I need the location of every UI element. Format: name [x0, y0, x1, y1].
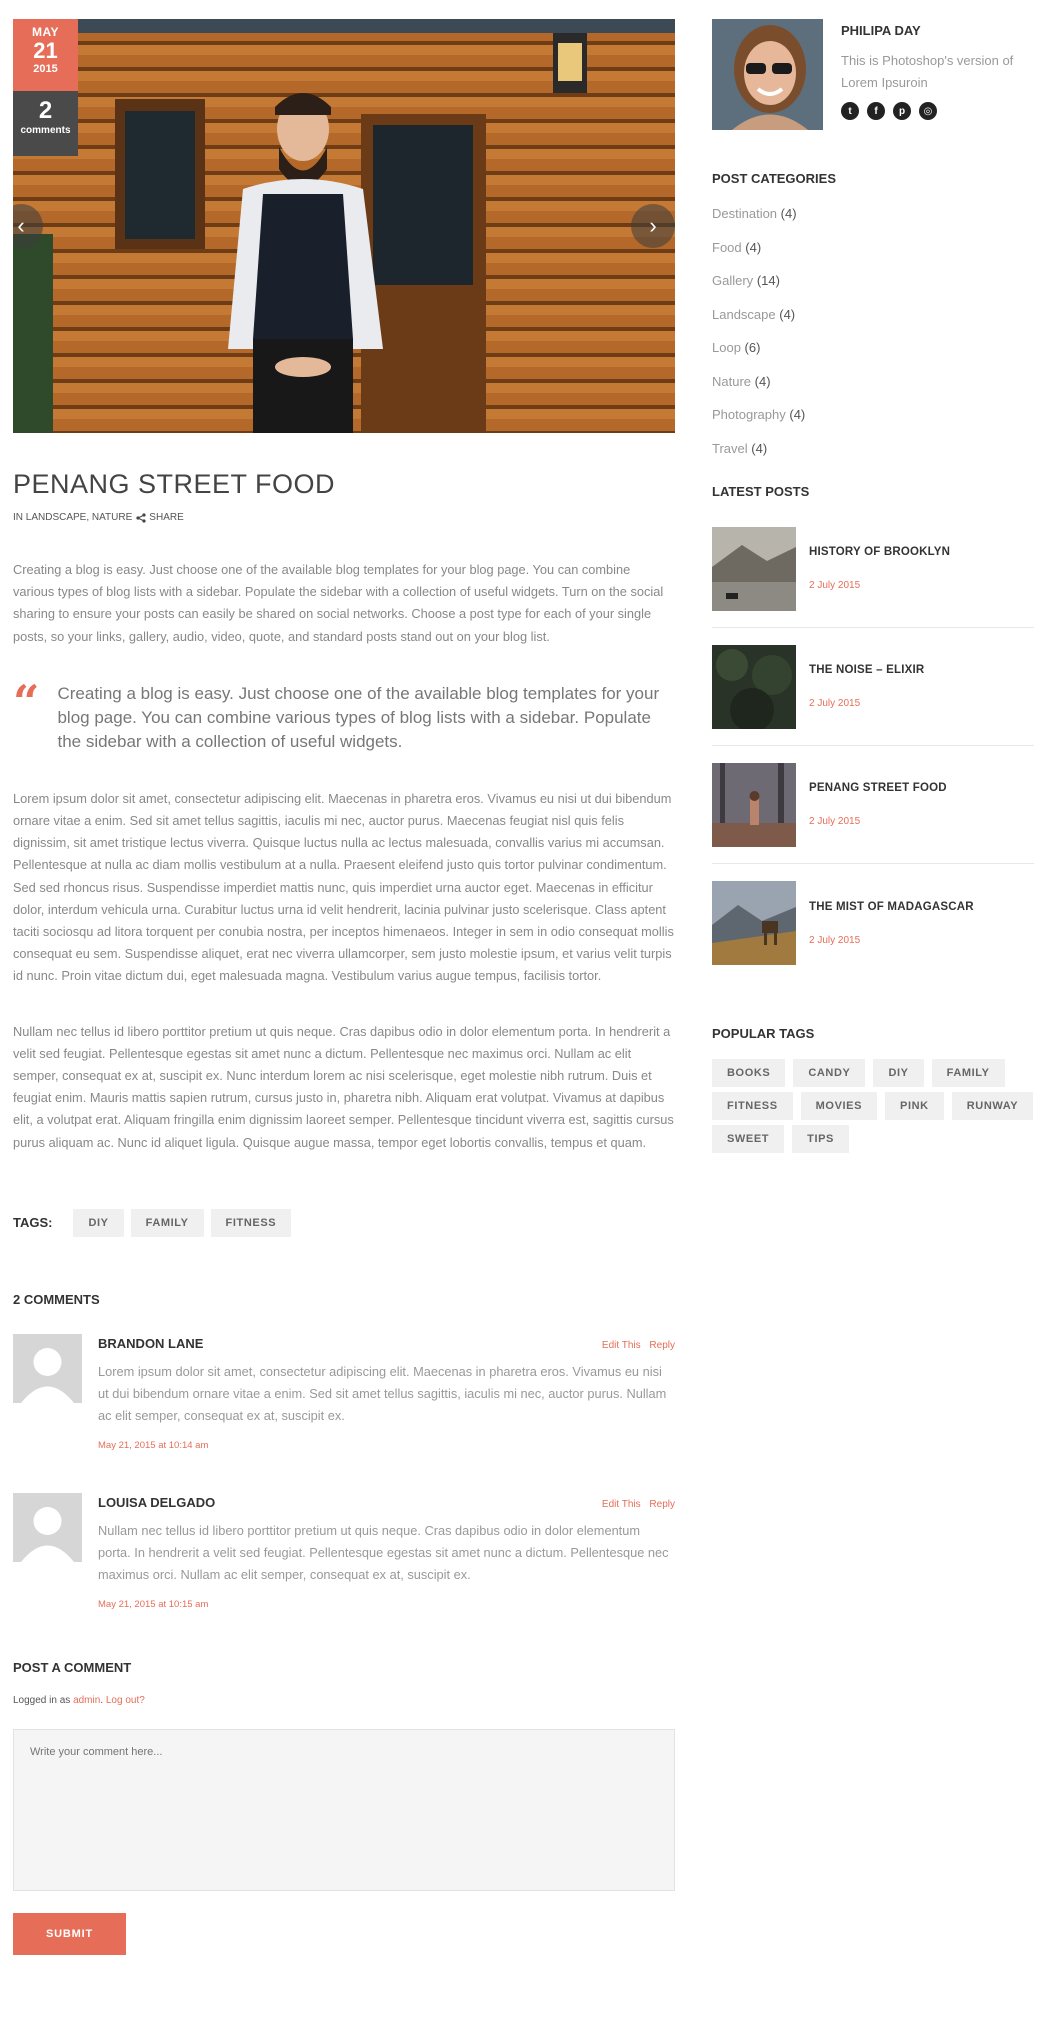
category-list: [712, 206, 1034, 474]
post-paragraph-1: Creating a blog is easy. Just choose one of the available blog templates for your blog page. You can combine various types of blog lists with a sidebar. Populate the sidebar with a collection of useful widgets. Turn on the social sharing to ensure your posts can easily be shared on social networks. Choose a post type for each of your single posts, so your links, gallery, audio, video, quote, and standard posts stand out on your blog list.: [13, 562, 664, 644]
chevron-right-icon: ›: [649, 213, 657, 238]
quote-text: Creating a blog is easy. Just choose one of the available blog templates for your blog page. You can combine various types of blog lists with a sidebar. Populate the sidebar with a collection of useful widgets.: [57, 683, 660, 751]
avatar: [13, 1493, 82, 1562]
popular-tags-title: POPULAR TAGS: [712, 1026, 815, 1041]
comment-count-label: comments: [20, 125, 71, 136]
latest-post-thumbnail[interactable]: [712, 645, 796, 729]
category-item[interactable]: Food (4): [712, 239, 762, 255]
comment-actions: [596, 1499, 675, 1510]
post-paragraph-3: Nullam nec tellus id libero porttitor pretium ut quis neque. Cras dapibus odio in dolor elementum porta. In hendrerit a velit sed feugiat. Pellentesque egestas sit amet nunc a dictum. Pellentesque nec maximus orci. Nullam ac elit semper, consequat ex at, suscipit ex. Nunc interdum lorem ac nisi scelerisque, eget molestie nibh rutrum. Duis et feugiat enim. Mauris mattis sapien rutrum, cursus justo in, pharetra nibh. Aliquam erat volutpat. Vivamus at dapibus elit, a volutpat erat. Aliquam fringilla enim dignissim laoreet semper. Pellentesque tincidunt viverra est, sagittis cursus purus aliquam ac. Nunc id aliquet ligula. Quisque augue massa, tempor eget lobortis convallis, tempus et quam.: [13, 1023, 674, 1150]
user-placeholder-icon: [13, 1334, 82, 1403]
author-name: PHILIPA DAY: [841, 23, 921, 38]
share-icon: [136, 513, 146, 523]
twitter-icon[interactable]: t: [841, 102, 859, 120]
tag-sweet[interactable]: SWEET: [712, 1125, 784, 1153]
user-placeholder-icon: [13, 1493, 82, 1562]
post-featured-slider[interactable]: [13, 19, 675, 433]
tag-family[interactable]: FAMILY: [932, 1059, 1005, 1087]
latest-posts-title: LATEST POSTS: [712, 484, 810, 499]
facebook-icon[interactable]: f: [867, 102, 885, 120]
comment-count-badge[interactable]: [13, 91, 78, 156]
latest-post-date: 2 July 2015: [809, 580, 861, 591]
date-month: MAY: [31, 25, 60, 39]
latest-post-thumbnail[interactable]: [712, 527, 796, 611]
comment-author: LOUISA DELGADO: [98, 1494, 216, 1510]
tag-books[interactable]: BOOKS: [712, 1059, 785, 1087]
post-categories[interactable]: IN LANDSCAPE, NATURE: [13, 512, 133, 523]
pinterest-icon[interactable]: p: [893, 102, 911, 120]
author-widget: [712, 19, 1034, 130]
tag-candy[interactable]: CANDY: [793, 1059, 865, 1087]
author-photo: [712, 19, 823, 130]
comments-title: 2 COMMENTS: [13, 1291, 100, 1307]
categories-title: POST CATEGORIES: [712, 171, 836, 186]
latest-post-title[interactable]: THE NOISE – ELIXIR: [809, 664, 925, 676]
date-day: 21: [33, 38, 58, 63]
comment-text: Nullam nec tellus id libero porttitor pretium ut quis neque. Cras dapibus odio in dolor elementum porta. In hendrerit a velit sed feugiat. Pellentesque egestas sit amet nunc a dictum. Pellentesque nec maximus orci. Nullam ac elit semper, consequat ex at, suscipit ex.: [98, 1522, 669, 1582]
edit-comment-link[interactable]: Edit This: [601, 1498, 641, 1510]
submit-comment-button[interactable]: SUBMIT: [13, 1913, 126, 1955]
comment-item: [13, 1334, 675, 1451]
logged-in-note: Logged in as admin. Log out?: [13, 1694, 145, 1706]
post-blockquote: [13, 674, 675, 754]
post-tags: [13, 1209, 675, 1237]
tag-diy[interactable]: DIY: [873, 1059, 923, 1087]
avatar: [13, 1334, 82, 1403]
comment-text: Lorem ipsum dolor sit amet, consectetur adipiscing elit. Maecenas in pharetra eros. Vivamus eu nisi ut dui bibendum ornare vitae a enim. Sed sit amet tellus sagittis, iaculis mi nec, auctor purus. Nullam ac elit semper, consequat ex at, suscipit ex.: [98, 1363, 667, 1423]
latest-post-date: 2 July 2015: [809, 934, 861, 946]
latest-post-thumbnail[interactable]: [712, 881, 796, 965]
date-year: 2015: [33, 63, 58, 75]
share-label: SHARE: [149, 512, 184, 523]
featured-image: [13, 19, 675, 433]
comment-date[interactable]: May 21, 2015 at 10:15 am: [98, 1598, 209, 1610]
comment-textarea[interactable]: [13, 1729, 675, 1891]
reply-link[interactable]: Reply: [649, 1339, 675, 1351]
edit-comment-link[interactable]: Edit This: [601, 1339, 641, 1351]
share-button[interactable]: [136, 512, 183, 523]
post-main: [13, 19, 675, 1955]
author-bio: This is Photoshop's version of Lorem Ipsuroin: [841, 53, 1014, 90]
slider-next-button[interactable]: [631, 204, 675, 248]
latest-post-title[interactable]: PENANG STREET FOOD: [809, 782, 947, 794]
latest-post-title[interactable]: HISTORY OF BROOKLYN: [809, 546, 951, 558]
tag-pink[interactable]: PINK: [885, 1092, 944, 1120]
tag-fitness[interactable]: FITNESS: [712, 1092, 793, 1120]
post-comment-title: POST A COMMENT: [13, 1659, 132, 1675]
comment-date[interactable]: May 21, 2015 at 10:14 am: [98, 1439, 209, 1451]
category-item[interactable]: Gallery (14): [712, 273, 780, 288]
post-meta: [13, 512, 675, 523]
category-item[interactable]: Travel (4): [712, 440, 768, 456]
logged-in-prefix: Logged in as: [13, 1694, 71, 1706]
comment-actions: [596, 1340, 675, 1351]
category-item[interactable]: Destination (4): [712, 206, 797, 221]
tag-fitness[interactable]: FITNESS: [211, 1209, 292, 1237]
logged-in-user-link[interactable]: admin: [73, 1694, 101, 1706]
post-date-badge: [13, 19, 78, 156]
instagram-icon[interactable]: ◎: [919, 102, 937, 120]
category-item[interactable]: Nature (4): [712, 373, 771, 389]
category-item[interactable]: Photography (4): [712, 407, 806, 422]
latest-post-thumbnail[interactable]: [712, 763, 796, 847]
latest-post-item[interactable]: [712, 628, 1034, 746]
comment-author: BRANDON LANE: [98, 1335, 204, 1351]
sidebar: [712, 19, 1034, 1153]
reply-link[interactable]: Reply: [649, 1498, 675, 1510]
tag-diy[interactable]: DIY: [73, 1209, 123, 1237]
comment-count-number: 2: [38, 97, 53, 124]
latest-post-date: 2 July 2015: [809, 816, 861, 827]
latest-posts-list: [712, 510, 1034, 982]
category-item[interactable]: Landscape (4): [712, 306, 796, 322]
tag-runway[interactable]: RUNWAY: [952, 1092, 1033, 1120]
author-portrait-image: [712, 19, 823, 130]
category-item[interactable]: Loop (6): [712, 340, 761, 355]
chevron-left-icon: ‹: [17, 213, 25, 238]
tags-label: TAGS:: [13, 1215, 53, 1231]
latest-post-date: 2 July 2015: [809, 698, 861, 709]
post-paragraph-2: Lorem ipsum dolor sit amet, consectetur adipiscing elit. Maecenas in pharetra eros. Vivamus eu nisi ut dui bibendum ornare vitae a enim. Sed sit amet tellus sagittis, iaculis mi nec, auctor purus. Maecenas feugiat nisl quis felis dignissim, sit amet tristique lectus viverra. Quisque luctus nulla ac lectus malesuada, convallis varius mi accumsan. Pellentesque at nulla ac diam mollis vestibulum at a nulla. Praesent eleifend justo quis tortor pulvinar condimentum. Sed sed rhoncus risus. Suspendisse imperdiet mattis nunc, quis imperdiet urna auctor eget. Maecenas in efficitur dolor, interdum vehicula urna. Curabitur luctus urna id velit hendrerit, lacinia pulvinar justo scelerisque. Class aptent taciti sociosqu ad litora torquent per conubia nostra, per inceptos himenaeos. Integer in sem in odio consequat mollis consequat eu sem. Suspendisse aliquet, erat nec viverra ullamcorper, sem justo molestie ipsum, et varius velit turpis id nunc. Proin vitae dictum dui, eget malesuada magna. Vestibulum varius augue tempus, facilisis tortor.: [13, 790, 674, 984]
tag-tips[interactable]: TIPS: [792, 1125, 849, 1153]
social-links: [841, 102, 1031, 120]
tag-movies[interactable]: MOVIES: [801, 1092, 877, 1120]
latest-post-title[interactable]: THE MIST OF MADAGASCAR: [809, 900, 974, 913]
post-title: PENANG STREET FOOD: [13, 469, 336, 499]
latest-post-item[interactable]: [712, 510, 1034, 628]
comment-item: [13, 1493, 675, 1610]
latest-post-item[interactable]: [712, 746, 1034, 864]
latest-post-item[interactable]: [712, 864, 1034, 982]
tag-cloud: [712, 1059, 1034, 1153]
tag-family[interactable]: FAMILY: [131, 1209, 204, 1237]
logout-link[interactable]: Log out?: [105, 1694, 145, 1706]
quote-icon: “: [13, 674, 40, 729]
